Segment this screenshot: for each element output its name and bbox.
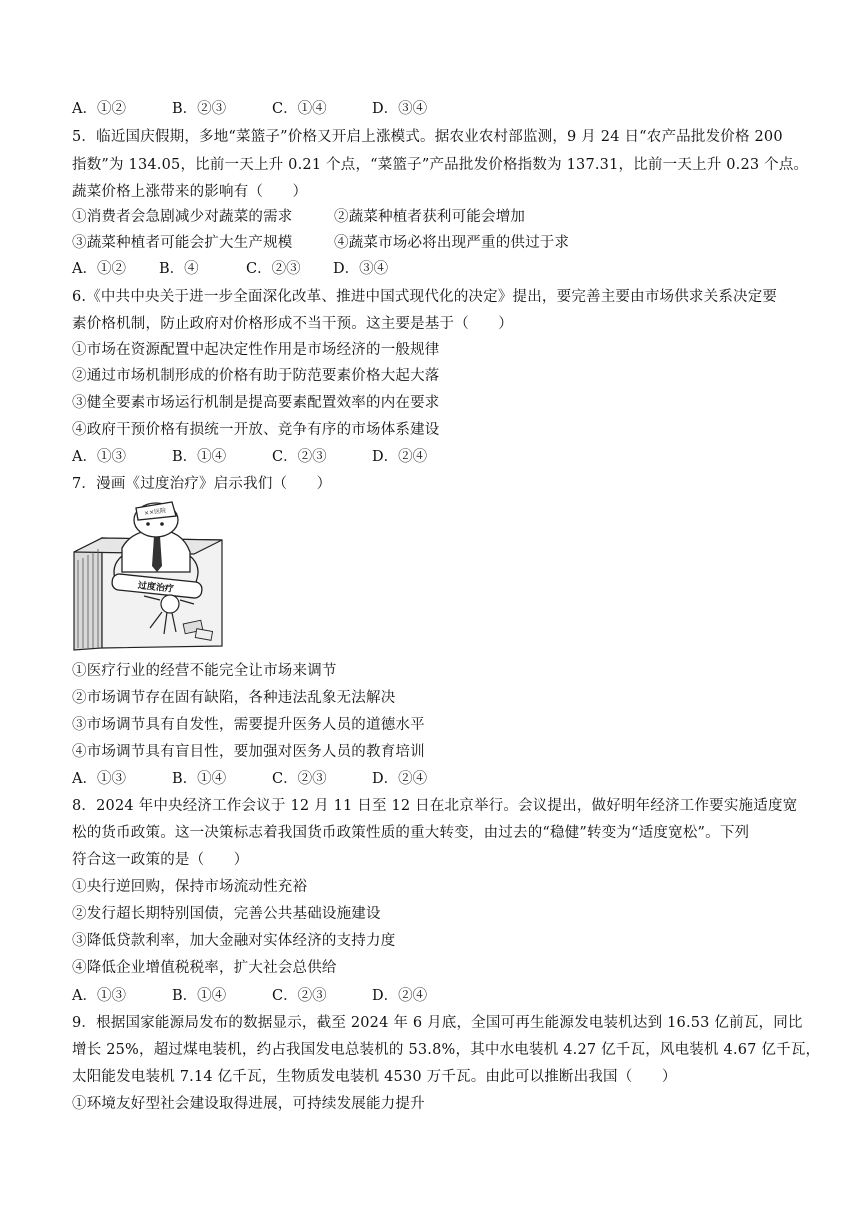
q5-choice-4: ④蔬菜市场必将出现严重的供过于求: [334, 235, 570, 251]
q8-stem-line-3: 符合这一政策的是（ ）: [72, 852, 249, 868]
q7-choice-1: ①医疗行业的经营不能完全让市场来调节: [72, 663, 337, 679]
q7-option-c: C．②③: [272, 771, 327, 787]
q9-stem-line-1: 9．根据国家能源局发布的数据显示，截至 2024 年 6 月底，全国可再生能源发电装机达到 16.53 亿前瓦，同比: [72, 1015, 803, 1031]
q7-choice-3: ③市场调节具有自发性，需要提升医务人员的道德水平: [72, 717, 425, 733]
q6-option-b: B．①④: [172, 449, 227, 465]
q8-choice-2: ②发行超长期特别国债，完善公共基础设施建设: [72, 906, 381, 922]
q7-option-a: A．①③: [72, 771, 126, 787]
q5-option-a: A．①②: [72, 261, 126, 277]
q4-options: [72, 99, 472, 119]
q7-choice-4: ④市场调节具有盲目性，要加强对医务人员的教育培训: [72, 744, 425, 760]
q5-options: [72, 259, 420, 279]
q4-option-c: C．①④: [272, 101, 327, 117]
q6-option-d: D．②④: [372, 449, 428, 465]
q6-choice-1: ①市场在资源配置中起决定性作用是市场经济的一般规律: [72, 342, 440, 358]
q9-choice-1: ①环境友好型社会建设取得进展，可持续发展能力提升: [72, 1096, 425, 1112]
q6-option-c: C．②③: [272, 449, 327, 465]
q8-stem-line-2: 松的货币政策。这一决策标志着我国货币政策性质的重大转变，由过去的“稳健”转变为“适度宽松”。下列: [72, 825, 750, 841]
q5-stem-line-2: 指数”为 134.05，比前一天上升 0.21 个点，“菜篮子”产品批发价格指数为 137.31，比前一天上升 0.23 个点。: [72, 157, 809, 173]
q5-option-c: C．②③: [246, 261, 301, 277]
q5-choice-2: ②蔬菜种植者获利可能会增加: [334, 209, 526, 225]
q7-choice-2: ②市场调节存在固有缺陷，各种违法乱象无法解决: [72, 690, 396, 706]
q6-options: [72, 447, 472, 467]
q8-stem-line-1: 8．2024 年中央经济工作会议于 12 月 11 日至 12 日在北京举行。会议提出，做好明年经济工作要实施适度宽: [72, 798, 798, 814]
overtreatment-cartoon: [72, 500, 232, 652]
q7-options: [72, 769, 472, 789]
q5-choice-row-2: [72, 233, 802, 253]
q4-option-a: A．①②: [72, 101, 126, 117]
q8-choice-4: ④降低企业增值税税率，扩大社会总供给: [72, 960, 337, 976]
q5-choice-1: ①消费者会急剧减少对蔬菜的需求: [72, 209, 293, 225]
q6-choice-4: ④政府干预价格有损统一开放、竞争有序的市场体系建设: [72, 422, 440, 438]
q5-stem-line-3: 蔬菜价格上涨带来的影响有（ ）: [72, 184, 308, 200]
q6-stem-line-1: 6.《中共中央关于进一步全面深化改革、推进中国式现代化的决定》提出，要完善主要由市场供求关系决定要: [72, 289, 778, 305]
q6-stem-line-2: 素价格机制，防止政府对价格形成不当干预。这主要是基于（ ）: [72, 316, 513, 332]
q4-option-d: D．③④: [372, 101, 428, 117]
q8-choice-3: ③降低贷款利率，加大金融对实体经济的支持力度: [72, 933, 396, 949]
q6-option-a: A．①③: [72, 449, 126, 465]
q9-stem-line-3: 太阳能发电装机 7.14 亿千瓦，生物质发电装机 4530 万千瓦。由此可以推断出我国（ ）: [72, 1069, 677, 1085]
q9-stem-line-2: 增长 25%，超过煤电装机，约占我国发电总装机的 53.8%，其中水电装机 4.27 亿千瓦，风电装机 4.67 亿千瓦，: [72, 1042, 821, 1058]
q8-choice-1: ①央行逆回购，保持市场流动性充裕: [72, 879, 308, 895]
q6-choice-2: ②通过市场机制形成的价格有助于防范要素价格大起大落: [72, 368, 440, 384]
q7-stem-line-1: 7．漫画《过度治疗》启示我们（ ）: [72, 476, 332, 492]
q8-option-a: A．①③: [72, 988, 126, 1004]
q5-choice-3: ③蔬菜种植者可能会扩大生产规模: [72, 235, 293, 251]
q8-options: [72, 986, 472, 1006]
hat-label: ××医院: [143, 507, 167, 518]
q7-option-b: B．①④: [172, 771, 227, 787]
q4-option-b: B．②③: [172, 101, 227, 117]
q5-stem-line-1: 5．临近国庆假期，多地“菜篮子”价格又开启上涨模式。据农业农村部监测，9 月 24 日“农产品批发价格 200: [72, 129, 783, 145]
q7-option-d: D．②④: [372, 771, 428, 787]
cartoon-drawing: [72, 500, 232, 652]
roller-label: 过度治疗: [137, 581, 175, 595]
q8-option-b: B．①④: [172, 988, 227, 1004]
q5-option-b: B．④: [159, 261, 199, 277]
q5-option-d: D．③④: [333, 261, 389, 277]
q8-option-d: D．②④: [372, 988, 428, 1004]
q5-choice-row-1: [72, 207, 802, 227]
q6-choice-3: ③健全要素市场运行机制是提高要素配置效率的内在要求: [72, 395, 440, 411]
q8-option-c: C．②③: [272, 988, 327, 1004]
